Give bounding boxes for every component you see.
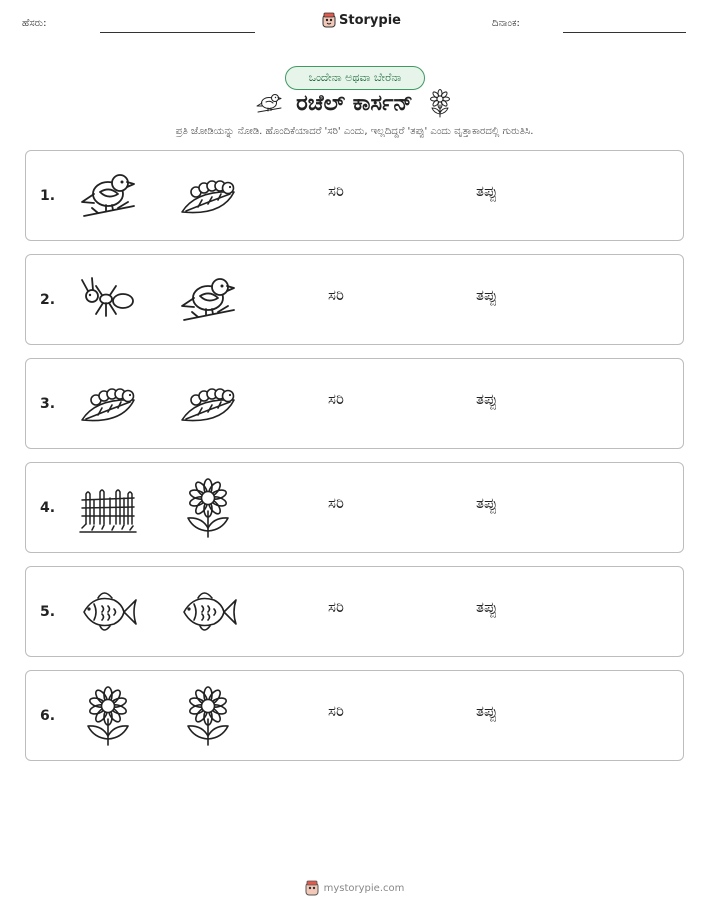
- question-row: [25, 254, 684, 345]
- footer: [0, 880, 709, 896]
- fish-icon: [78, 582, 138, 642]
- date-label: ದಿನಾಂಕ:: [492, 18, 520, 29]
- logo-text: Storypie: [339, 12, 401, 28]
- fence-icon: [78, 478, 138, 538]
- name-line[interactable]: [100, 32, 255, 33]
- bird-icon: [254, 88, 284, 118]
- caterpillar-icon: [178, 374, 238, 434]
- question-number: 4.: [40, 500, 56, 516]
- flower-icon: [178, 478, 238, 538]
- question-number: 5.: [40, 604, 56, 620]
- flower-icon: [425, 88, 455, 118]
- page-title: ರಚೆಲ್ ಕಾರ್ಸನ್: [296, 90, 413, 116]
- question-row: [25, 358, 684, 449]
- different-option[interactable]: ತಪ್ಪು: [476, 390, 498, 408]
- bird-icon: [78, 166, 138, 226]
- question-row: [25, 670, 684, 761]
- storypie-logo: [322, 12, 401, 28]
- bird-icon: [178, 270, 238, 330]
- question-number: 1.: [40, 188, 56, 204]
- question-number: 6.: [40, 708, 56, 724]
- same-option[interactable]: ಸರಿ: [328, 182, 344, 200]
- different-option[interactable]: ತಪ್ಪು: [476, 702, 498, 720]
- same-option[interactable]: ಸರಿ: [328, 702, 344, 720]
- fish-icon: [178, 582, 238, 642]
- instructions: ಪ್ರತಿ ಜೋಡಿಯನ್ನು ನೋಡಿ. ಹೊಂದಿಕೆಯಾದರೆ 'ಸರಿ' ಎಂದು, ಇಲ್ಲದಿದ್ದರೆ 'ತಪ್ಪು' ಎಂದು ವೃತ್ತಾಕಾರದಲ್ಲಿ ಗುರುತಿಸಿ.: [175, 126, 534, 137]
- same-option[interactable]: ಸರಿ: [328, 494, 344, 512]
- storypie-mascot-icon: [305, 880, 319, 896]
- flower-icon: [178, 686, 238, 746]
- different-option[interactable]: ತಪ್ಪು: [476, 598, 498, 616]
- same-option[interactable]: ಸರಿ: [328, 598, 344, 616]
- caterpillar-icon: [78, 374, 138, 434]
- date-line[interactable]: [563, 32, 686, 33]
- question-number: 3.: [40, 396, 56, 412]
- same-option[interactable]: ಸರಿ: [328, 390, 344, 408]
- title-row: [0, 88, 709, 118]
- storypie-mascot-icon: [322, 12, 336, 28]
- different-option[interactable]: ತಪ್ಪು: [476, 286, 498, 304]
- ant-icon: [78, 270, 138, 330]
- footer-site[interactable]: mystorypie.com: [323, 882, 405, 894]
- flower-icon: [78, 686, 138, 746]
- caterpillar-icon: [178, 166, 238, 226]
- question-number: 2.: [40, 292, 56, 308]
- question-row: [25, 566, 684, 657]
- different-option[interactable]: ತಪ್ಪು: [476, 182, 498, 200]
- different-option[interactable]: ತಪ್ಪು: [476, 494, 498, 512]
- question-row: [25, 150, 684, 241]
- same-option[interactable]: ಸರಿ: [328, 286, 344, 304]
- worksheet-type-badge: ಒಂದೇನಾ ಅಥವಾ ಬೇರೆನಾ: [285, 66, 425, 90]
- name-label: ಹೆಸರು:: [22, 18, 47, 29]
- question-row: [25, 462, 684, 553]
